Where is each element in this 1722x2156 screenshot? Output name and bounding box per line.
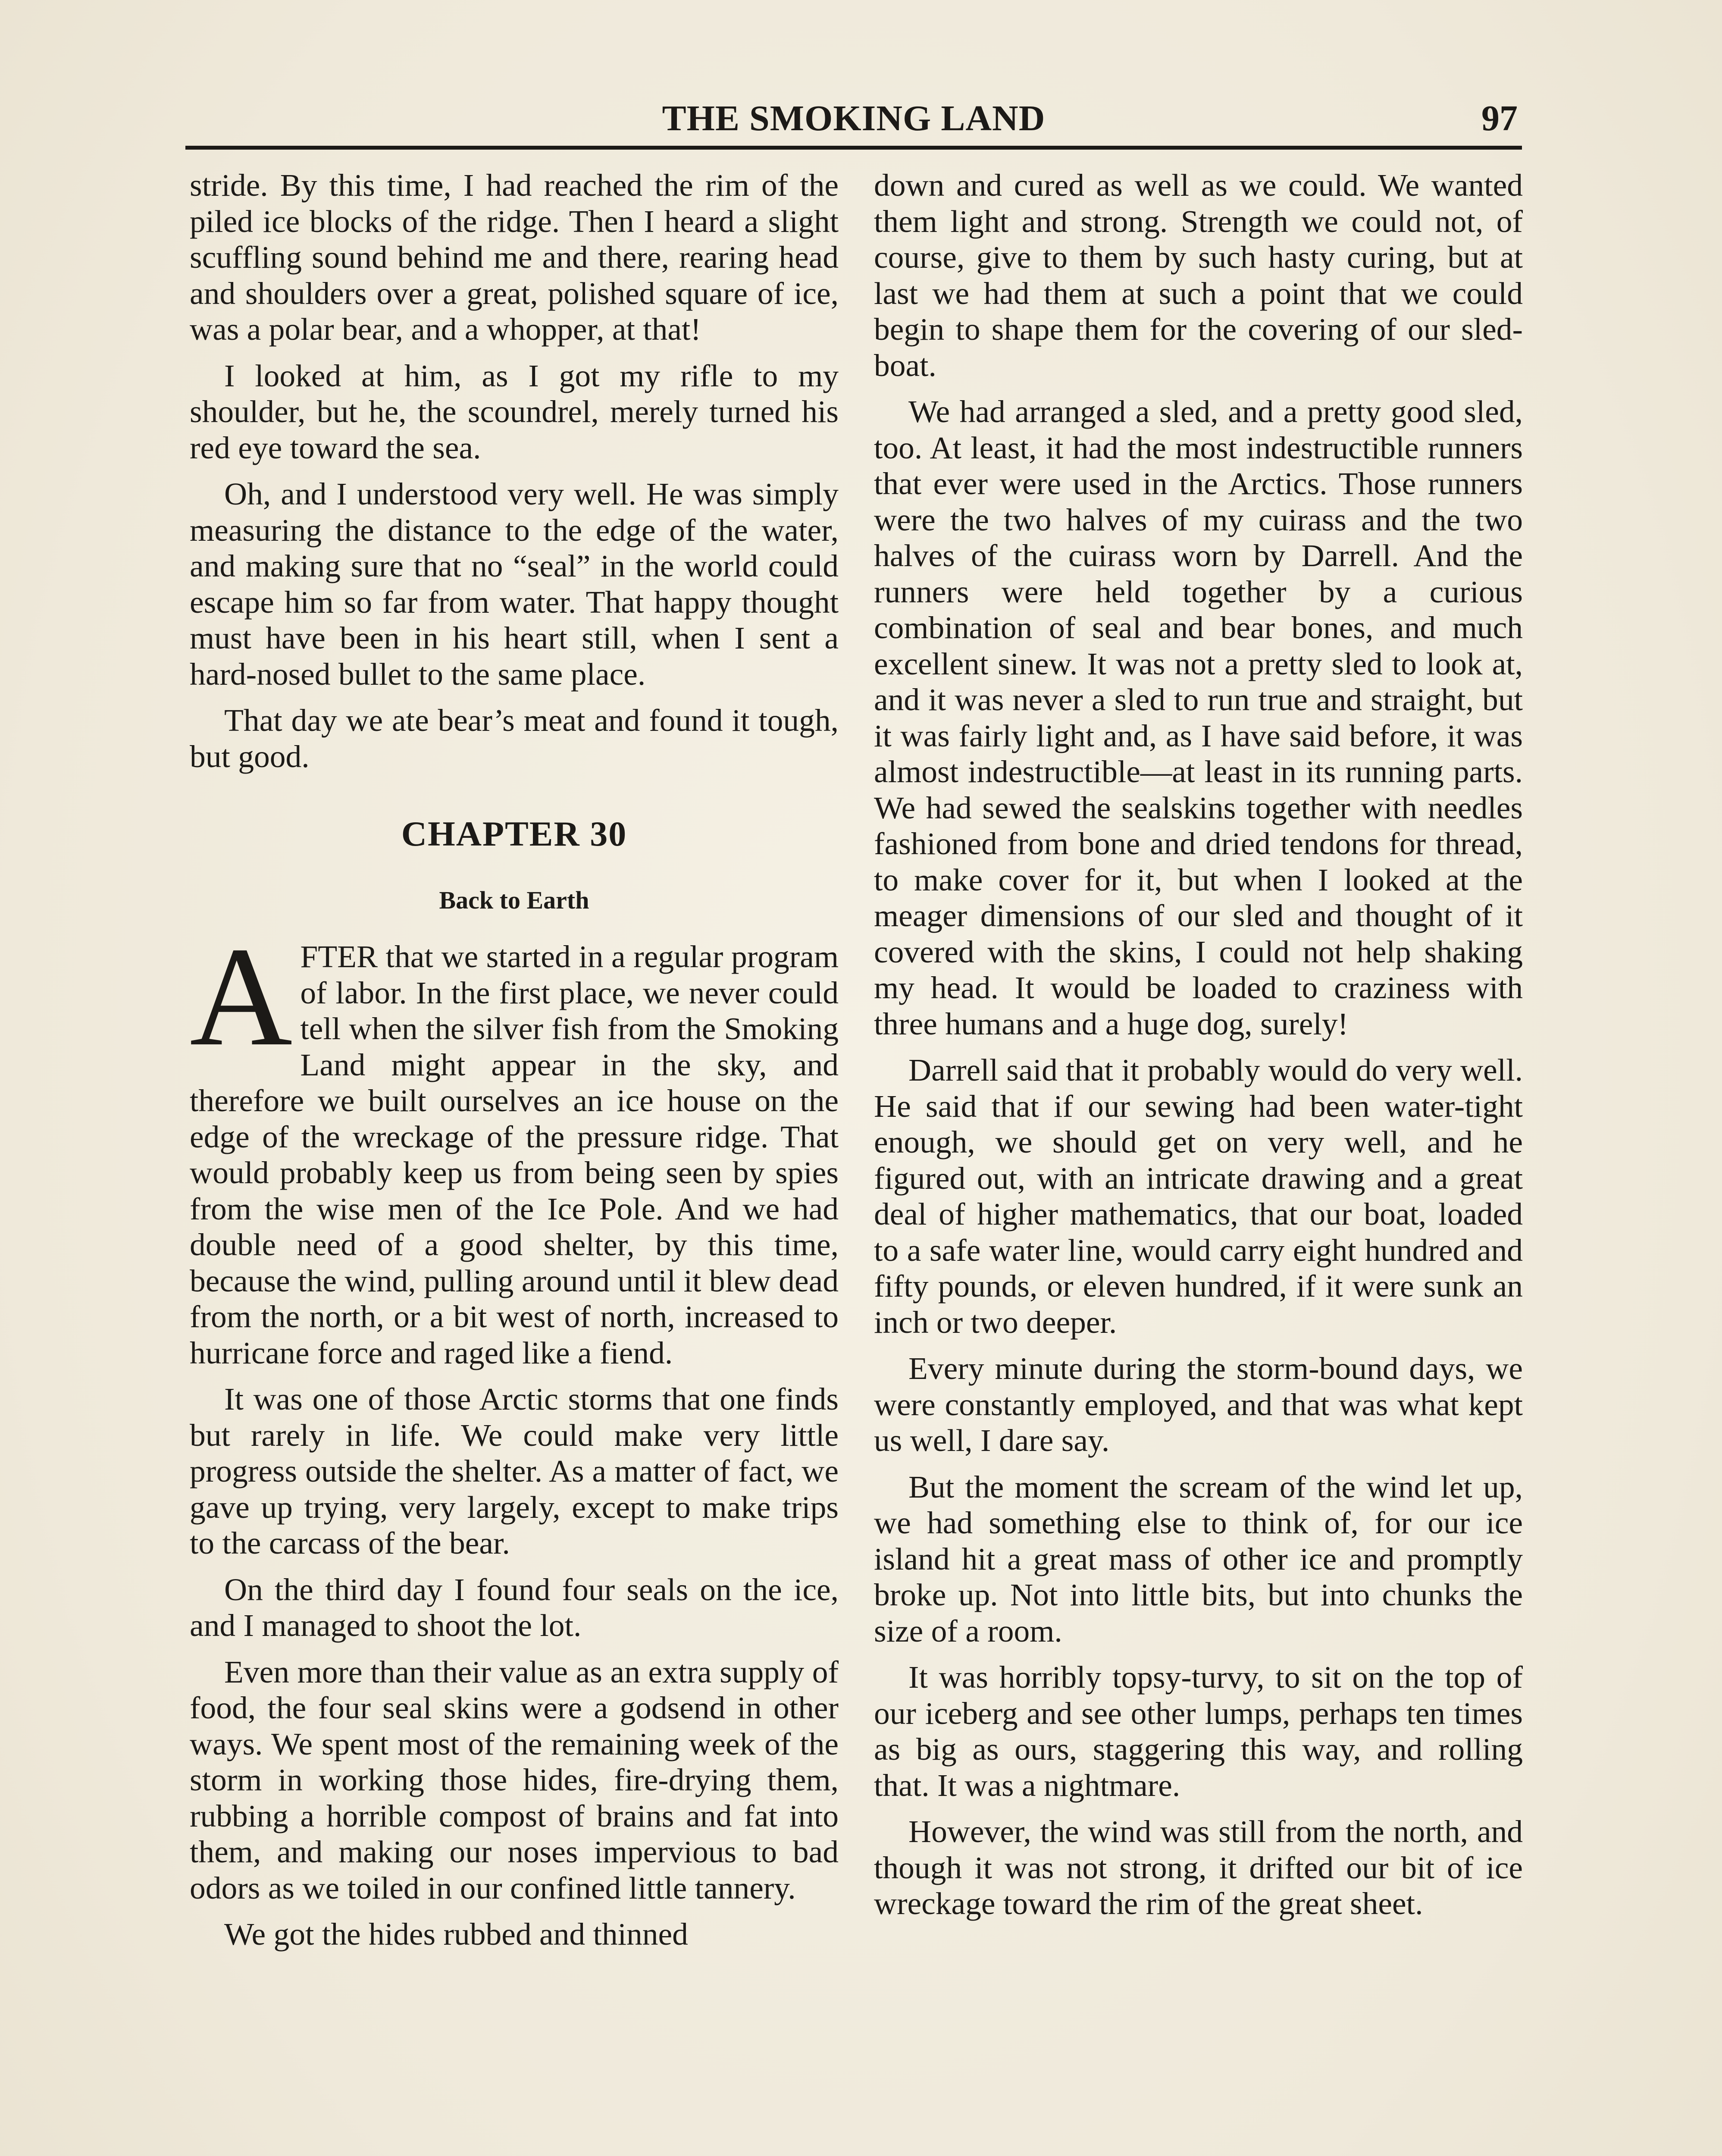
paragraph: down and cured as well as we could. We wanted them light and strong. Strength we could not, of course, give to them by such hasty curing, but at last we had them at such a point that we could begin to shape them for the covering of our sled-boat. xyxy=(874,168,1523,383)
paragraph: On the third day I found four seals on the ice, and I managed to shoot the lot. xyxy=(190,1572,839,1643)
paragraph: That day we ate bear’s meat and found it tough, but good. xyxy=(190,703,839,774)
page-header xyxy=(185,94,1522,150)
paragraph: Oh, and I understood very well. He was simply measuring the distance to the edge of the water, and making sure that no “seal” in the world could escape him so far from water. That happy thought must have been in his heart still, when I sent a hard-nosed bullet to the same place. xyxy=(190,476,839,692)
paragraph: However, the wind was still from the north, and though it was not strong, it drifted our bit of ice wreckage toward the rim of the great sheet. xyxy=(874,1814,1523,1921)
paragraph: I looked at him, as I got my rifle to my shoulder, but he, the scoundrel, merely turned his red eye toward the sea. xyxy=(190,358,839,465)
paragraph-text: FTER that we started in a regular program of labor. In the first place, we never could tell when the silver fish from the Smoking Land might appear in the sky, and therefore we built ourselves an ice house on the edge of the wreckage of the pressure ridge. That would probably keep us from being seen by spies from the wise men of the Ice Pole. And we had double need of a good shelter, by this time, because the wind, pulling around until it blew dead from the north, or a bit west of north, increased to hurricane force and raged like a fiend. xyxy=(190,939,839,1370)
drop-cap: A xyxy=(190,918,293,1075)
page-number: 97 xyxy=(1481,98,1518,138)
chapter-heading: CHAPTER 30 xyxy=(401,814,627,853)
paragraph: Darrell said that it probably would do very well. He said that if our sewing had been water-tight enough, we should get on very well, and he figured out, with an intricate drawing and a great deal of higher mathematics, that our boat, loaded to a safe water line, would carry eight hundred and fifty pounds, or eleven hundred, if it were sunk an inch or two deeper. xyxy=(874,1053,1523,1340)
right-column xyxy=(874,167,1523,2156)
paragraph: We got the hides rubbed and thinned xyxy=(224,1917,688,1952)
paragraph: But the moment the scream of the wind let up, we had something else to think of, for our ice island hit a great mass of other ice and promptly broke up. Not into little bits, but into chunks the size of a room. xyxy=(874,1469,1523,1648)
paragraph: Even more than their value as an extra supply of food, the four seal skins were a godsend in other ways. We spent most of the remaining week of the storm in working those hides, fire-drying them, rubbing a horrible compost of brains and fat into them, and making our noses impervious to bad odors as we toiled in our confined little tannery. xyxy=(190,1654,839,1905)
paragraph: We had arranged a sled, and a pretty good sled, too. At least, it had the most indestructible runners that ever were used in the Arctics. Those runners were the two halves of my cuirass and the two halves of the cuirass worn by Darrell. And the runners were held together by a curious combination of seal and bear bones, and much excellent sinew. It was not a pretty sled to look at, and it was never a sled to run true and straight, but it was fairly light and, as I have said before, it was almost indestructible—at least in its running parts. We had sewed the sealskins together with needles fashioned from bone and dried tendons for thread, to make cover for it, but when I looked at the meager dimensions of our sled and thought of it covered with the skins, I could not help shaking my head. It would be loaded to craziness with three humans and a huge dog, surely! xyxy=(874,394,1523,1041)
paragraph: It was one of those Arctic storms that one finds but rarely in life. We could make very little progress outside the shelter. As a matter of fact, we gave up trying, very largely, except to make trips to the carcass of the bear. xyxy=(190,1382,839,1561)
paragraph: It was horribly topsy-turvy, to sit on the top of our iceberg and see other lumps, perhaps ten times as big as ours, staggering this way, and rolling that. It was a nightmare. xyxy=(874,1660,1523,1803)
chapter-opening-paragraph xyxy=(190,918,839,1371)
paragraph: stride. By this time, I had reached the rim of the piled ice blocks of the ridge. Then I heard a slight scuffling sound behind me and there, rearing head and shoulders over a great, polished square of ice, was a polar bear, and a whopper, at that! xyxy=(190,168,839,347)
left-column xyxy=(190,167,839,2156)
chapter-subtitle: Back to Earth xyxy=(439,886,589,914)
paragraph: Every minute during the storm-bound days, we were constantly employed, and that was what kept us well, I dare say. xyxy=(874,1351,1523,1458)
running-title: THE SMOKING LAND xyxy=(662,98,1046,138)
